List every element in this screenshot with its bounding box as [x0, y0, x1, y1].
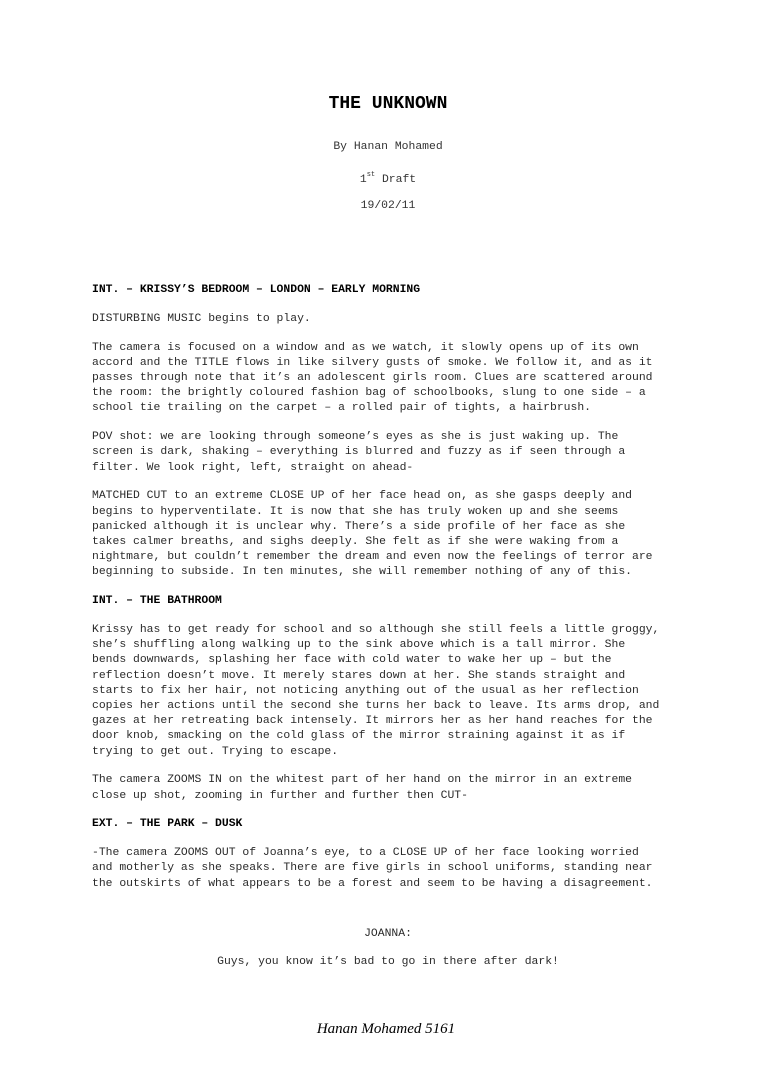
text-line: she’s shuffling along walking up to the sink above which is a tall mirror. She — [92, 639, 626, 652]
script-title: THE UNKNOWN — [328, 94, 448, 114]
draft-label: Draft — [381, 174, 417, 186]
text-line: nightmare, but couldn’t remember the dream and even now the feelings of terror are — [92, 551, 653, 564]
text-line: filter. We look right, left, straight on ahead- — [92, 461, 414, 474]
scene-heading: INT. – KRISSY’S BEDROOM – LONDON – EARLY MORNING — [92, 284, 421, 296]
text-line: beginning to subside. In ten minutes, she will remember nothing of any of this. — [92, 566, 633, 579]
draft-number: 1 — [359, 174, 367, 186]
draft-date: 19/02/11 — [360, 200, 416, 212]
text-line: school tie trailing on the carpet – a rolled pair of tights, a hairbrush. — [92, 402, 591, 415]
action-paragraph — [92, 312, 692, 327]
action-paragraph — [92, 489, 692, 580]
text-line: The camera is focused on a window and as we watch, it slowly opens up of its own — [92, 341, 639, 354]
text-line: takes calmer breaths, and sighs deeply. She felt as if she were waking from a — [92, 536, 619, 549]
draft-suffix: st — [366, 171, 376, 179]
text-line: POV shot: we are looking through someone’s eyes as she is just waking up. The — [92, 431, 619, 444]
dialogue-line: Guys, you know it’s bad to go in there after dark! — [217, 956, 559, 968]
text-line: reflection doesn’t move. It merely stares down at her. She stands straight and — [92, 669, 626, 682]
text-line: the outskirts of what appears to be a forest and seem to be having a disagreement. — [92, 877, 653, 890]
text-line: panicked although it is unclear why. There’s a side profile of her face as she — [92, 520, 626, 533]
page-footer: Hanan Mohamed 5161 — [316, 1021, 456, 1037]
action-paragraph — [92, 430, 692, 476]
text-line: trying to get out. Trying to escape. — [92, 745, 339, 758]
text-line: starts to fix her hair, not noticing anything out of the usual as her reflection — [92, 684, 639, 697]
text-line: passes through note that it’s an adolescent girls room. Clues are scattered around — [92, 372, 653, 384]
text-line: copies her actions until the second she turns her back to leave. Its arms drop, and — [92, 700, 660, 713]
text-line: close up shot, zooming in further and further then CUT- — [92, 789, 468, 802]
action-paragraph — [92, 846, 692, 892]
author-line: By Hanan Mohamed — [333, 141, 443, 153]
text-line: begins to hyperventilate. It is now that she has truly woken up and she seems — [92, 505, 619, 518]
text-line: accord and the TITLE flows in like silvery gusts of smoke. We follow it, and as it — [92, 356, 653, 369]
action-paragraph — [92, 773, 692, 803]
text-line: gazes at her retreating back intensely. It mirrors her as her hand reaches for the — [92, 715, 653, 728]
scene-heading: INT. – THE BATHROOM — [92, 595, 222, 608]
draft-line — [4, 171, 768, 186]
script-body — [92, 283, 692, 905]
text-line: the room: the brightly coloured fashion bag of schoolbooks, slung to one side – a — [92, 387, 646, 400]
text-line: bends downwards, splashing her face with cold water to wake her up – but the — [92, 654, 612, 667]
action-paragraph — [92, 623, 692, 760]
scene-heading: EXT. – THE PARK – DUSK — [92, 818, 243, 831]
text-line: door knob, smacking on the cold glass of the mirror straining against it as if — [92, 730, 626, 743]
text-line: -The camera ZOOMS OUT of Joanna’s eye, to a CLOSE UP of her face looking worried — [92, 847, 639, 860]
action-paragraph — [92, 341, 692, 417]
text-line: The camera ZOOMS IN on the whitest part of her hand on the mirror in an extreme — [92, 774, 633, 787]
text-line: Krissy has to get ready for school and so although she still feels a little groggy, — [92, 624, 660, 637]
text-line: DISTURBING MUSIC begins to play. — [92, 312, 311, 325]
text-line: screen is dark, shaking – everything is blurred and fuzzy as if seen through a — [92, 446, 626, 459]
character-name: JOANNA: — [364, 928, 412, 940]
text-line: and motherly as she speaks. There are five girls in school uniforms, standing near — [92, 862, 653, 875]
text-line: MATCHED CUT to an extreme CLOSE UP of her face head on, as she gasps deeply and — [92, 490, 633, 503]
